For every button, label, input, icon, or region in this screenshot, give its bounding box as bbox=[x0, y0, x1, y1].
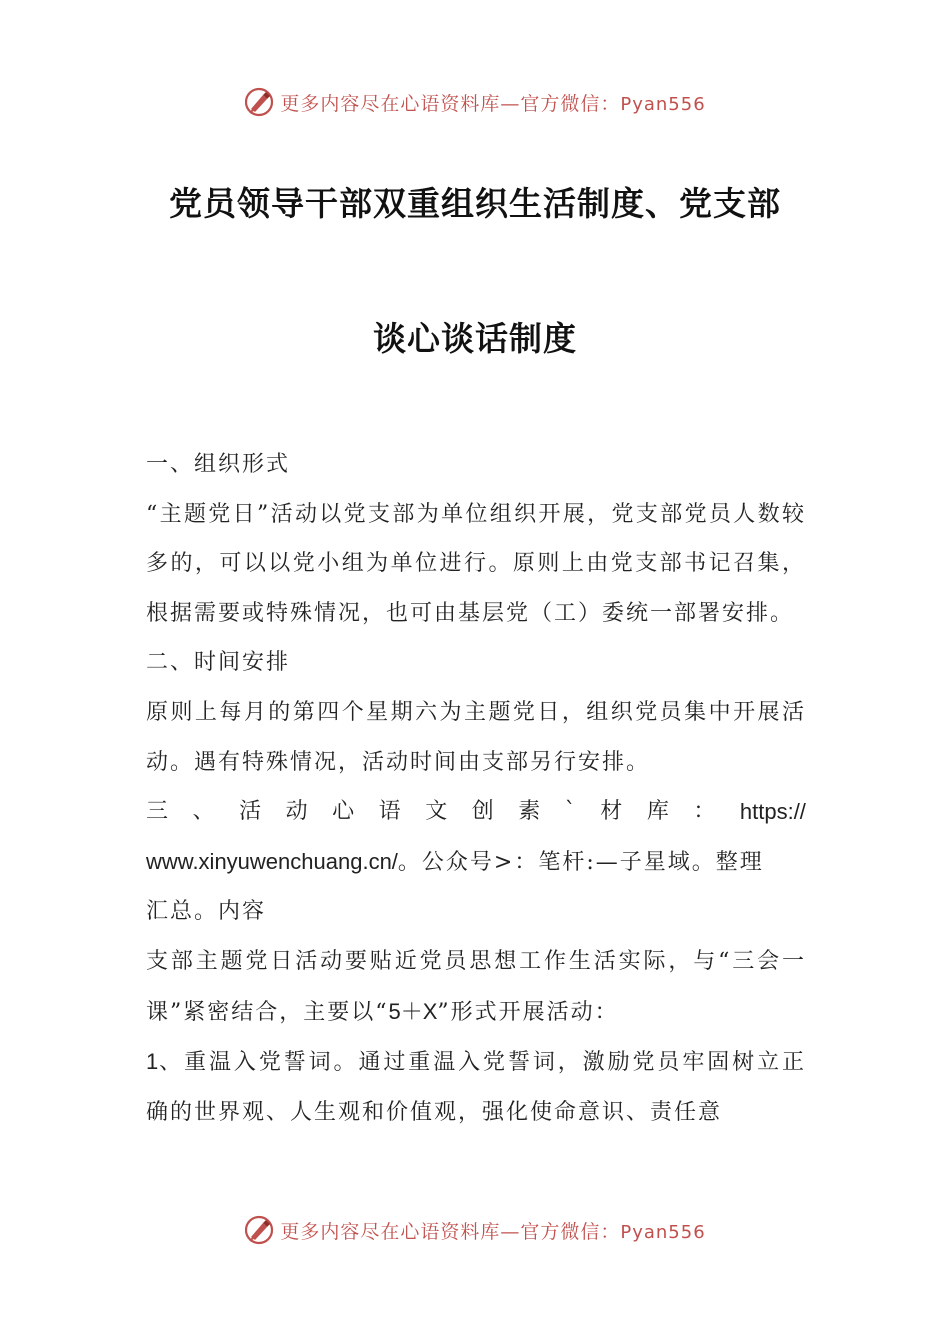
spread-url-prefix: https:// bbox=[739, 799, 806, 825]
spread-char: 三 bbox=[146, 799, 171, 825]
spread-char: 、 bbox=[192, 799, 217, 825]
section-body-organization: “主题党日”活动以党支部为单位组织开展，党支部党员人数较多的，可以以党小组为单位进行。原则上由党支部书记召集，根据需要或特殊情况，也可由基层党（工）委统一部署安排。 bbox=[146, 501, 806, 626]
url-line-rest: 。公众号>：笔杆:—子星域。整理 bbox=[397, 849, 764, 875]
footer-watermark-banner bbox=[0, 1210, 950, 1250]
document-body bbox=[146, 440, 806, 1137]
section-heading-content-spread bbox=[146, 787, 806, 837]
spread-char: 素 bbox=[518, 799, 543, 825]
header-watermark-banner bbox=[0, 82, 950, 122]
wechat-id: Pyan556 bbox=[620, 1221, 706, 1243]
watermark-text: 更多内容尽在心语资料库—官方微信：Pyan556 bbox=[280, 92, 706, 115]
document-title-line-1: 党员领导干部双重组织生活制度、党支部 bbox=[169, 184, 781, 223]
formula-text: 5＋X bbox=[388, 998, 438, 1024]
list-item-oath bbox=[146, 1037, 806, 1137]
document-title-line-2: 谈心谈话制度 bbox=[373, 319, 577, 358]
spread-char: 心 bbox=[332, 799, 357, 825]
url-line bbox=[146, 837, 806, 888]
spread-char: 库 bbox=[646, 799, 671, 825]
section-heading-organization: 一、组织形式 bbox=[146, 452, 291, 477]
spread-char: 活 bbox=[239, 799, 264, 825]
section-heading-schedule: 二、时间安排 bbox=[146, 650, 291, 676]
spread-char: 创 bbox=[471, 799, 496, 825]
pen-nib-logo-icon bbox=[244, 1215, 274, 1245]
section-heading-content-end: 汇总。内容 bbox=[146, 899, 267, 925]
section-body-schedule: 原则上每月的第四个星期六为主题党日，组织党员集中开展活动。遇有特殊情况，活动时间由支部另行安排。 bbox=[146, 699, 806, 775]
spread-char: 文 bbox=[425, 799, 450, 825]
watermark-text: 更多内容尽在心语资料库—官方微信：Pyan556 bbox=[280, 1220, 706, 1243]
list-item-text: 、重温入党誓词。通过重温入党誓词，激励党员牢固树立正确的世界观、人生观和价值观，强化使命意识、责任意 bbox=[146, 1050, 806, 1125]
spread-char: 动 bbox=[285, 799, 310, 825]
spread-char: ` bbox=[564, 799, 578, 825]
section-body-content: 支部主题党日活动要贴近党员思想工作生活实际，与“三会一课”紧密结合，主要以“5＋X”形式开展活动： bbox=[146, 948, 806, 1025]
wechat-id: Pyan556 bbox=[620, 93, 706, 115]
spread-char: 语 bbox=[378, 799, 403, 825]
spread-char: ： bbox=[693, 799, 718, 825]
pen-nib-logo-icon bbox=[244, 87, 274, 117]
list-item-number: 1 bbox=[146, 1049, 159, 1075]
website-url: www.xinyuwenchuang.cn/ bbox=[146, 848, 398, 874]
spread-char: 材 bbox=[600, 799, 625, 825]
